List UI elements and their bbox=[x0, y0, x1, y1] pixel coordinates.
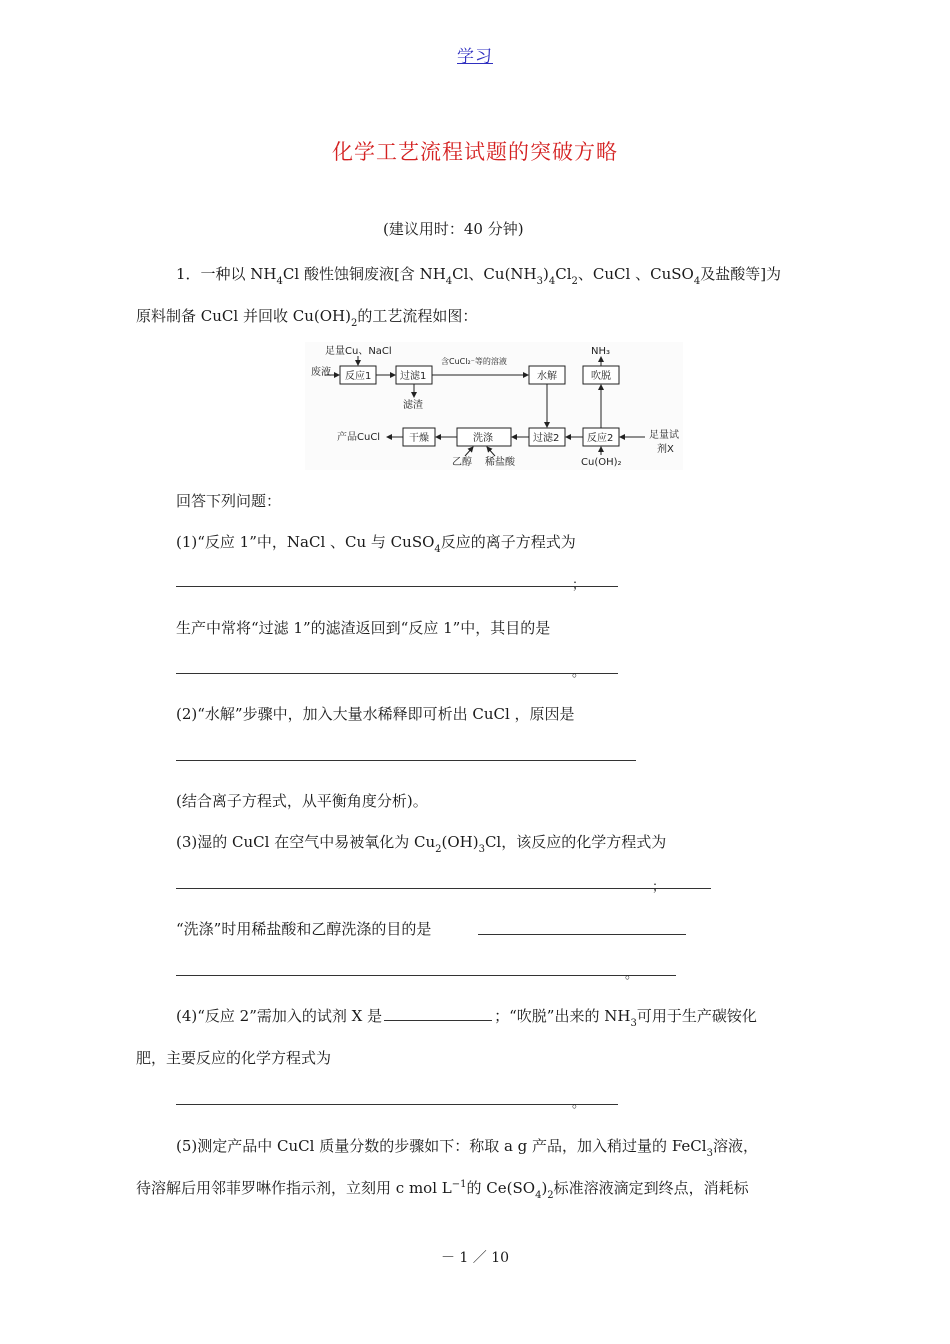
part-5-cont: 待溶解后用邻菲罗啉作指示剂，立刻用 c mol $L^{-1}$的 $Ce(SO_4)_2$标准溶液滴定到终点，消耗标 bbox=[136, 1179, 749, 1201]
diagram-top-feed: 足量Cu、NaCl bbox=[325, 346, 392, 357]
diagram-reaction2: 反应2 bbox=[587, 433, 614, 444]
diagram-nh3: NH₃ bbox=[591, 346, 611, 357]
answer-blank-1a[interactable] bbox=[176, 586, 618, 587]
semicolon-mark-3: ； bbox=[652, 880, 666, 895]
part-4-cont: 肥，主要反应的化学方程式为 bbox=[136, 1049, 332, 1067]
answer-blank-4b[interactable] bbox=[176, 1104, 618, 1105]
header-link[interactable]: 学习 bbox=[457, 47, 493, 67]
part-1-followup: 生产中常将“过滤 1”的滤渣返回到“反应 1”中，其目的是 bbox=[176, 619, 551, 637]
answer-blank-2[interactable] bbox=[176, 760, 636, 761]
diagram-stripping: 吹脱 bbox=[591, 371, 611, 382]
period-mark-4: 。 bbox=[572, 1096, 586, 1111]
diagram-cuoh2: Cu(OH)₂ bbox=[581, 457, 622, 468]
answer-blank-1b[interactable] bbox=[176, 673, 618, 674]
part-2-note: (结合离子方程式，从平衡角度分析)。 bbox=[176, 792, 428, 810]
diagram-reagent-a: 足量试 bbox=[649, 430, 679, 441]
part-3-followup: “洗涤”时用稀盐酸和乙醇洗涤的目的是 bbox=[176, 920, 432, 938]
page-number: － 1 ／ 10 bbox=[440, 1250, 510, 1266]
period-mark: 。 bbox=[572, 665, 586, 680]
answer-blank-3c[interactable] bbox=[176, 975, 676, 976]
answer-blank-3a[interactable] bbox=[176, 888, 711, 889]
diagram-hydrolysis: 水解 bbox=[537, 371, 557, 382]
diagram-waste: 废液 bbox=[311, 367, 331, 378]
process-flow-diagram bbox=[305, 342, 683, 470]
answer-prompt: 回答下列问题： bbox=[176, 492, 282, 510]
part-5-question: (5)测定产品中 CuCl 质量分数的步骤如下：称取 a g 产品，加入稍过量的 FeCl$_3$溶液， bbox=[176, 1137, 758, 1159]
diagram-reaction1: 反应1 bbox=[345, 371, 372, 382]
diagram-product: 产品CuCl bbox=[337, 432, 381, 443]
page-title: 化学工艺流程试题的突破方略 bbox=[332, 140, 618, 164]
diagram-reagent-b: 剂X bbox=[657, 444, 674, 455]
period-mark-3: 。 bbox=[625, 967, 639, 982]
part-2-question: (2)“水解”步骤中，加入大量水稀释即可析出 CuCl ，原因是 bbox=[176, 705, 575, 723]
diagram-solution: 含CuCl₂⁻等的溶液 bbox=[441, 357, 507, 366]
part-1-question: (1)“反应 1”中，NaCl 、Cu 与 CuSO$_4$反应的离子方程式为 bbox=[176, 533, 576, 555]
diagram-washing: 洗涤 bbox=[473, 433, 493, 444]
diagram-filter2: 过滤2 bbox=[533, 433, 560, 444]
diagram-dilute-hcl: 稀盐酸 bbox=[485, 457, 515, 468]
diagram-drying: 干燥 bbox=[409, 433, 429, 444]
part-3-question: (3)湿的 CuCl 在空气中易被氧化为 $Cu_2(OH)_3Cl$，该反应的化学方程式为 bbox=[176, 833, 667, 855]
diagram-residue: 滤渣 bbox=[403, 400, 423, 411]
diagram-ethanol: 乙醇 bbox=[452, 457, 472, 468]
answer-blank-4a[interactable] bbox=[384, 1020, 492, 1021]
answer-blank-3b[interactable] bbox=[478, 934, 686, 935]
time-note: (建议用时：40 分钟) bbox=[383, 220, 524, 238]
diagram-filter1: 过滤1 bbox=[400, 371, 427, 382]
question-1-intro-cont: 原料制备 CuCl 并回收 $Cu(OH)_2$的工艺流程如图： bbox=[136, 307, 478, 329]
question-1-intro: 1．一种以 $NH_4Cl$ 酸性蚀铜废液[含 $NH_4Cl$、$Cu(NH_3)_4Cl_2$、CuCl 、CuSO$_4$及盐酸等]为 bbox=[176, 265, 782, 287]
semicolon-mark: ； bbox=[572, 578, 586, 593]
part-4-question: (4)“反应 2”需加入的试剂 X 是 ；“吹脱”出来的 $NH_3$可用于生产碳铵化 bbox=[176, 1007, 757, 1029]
